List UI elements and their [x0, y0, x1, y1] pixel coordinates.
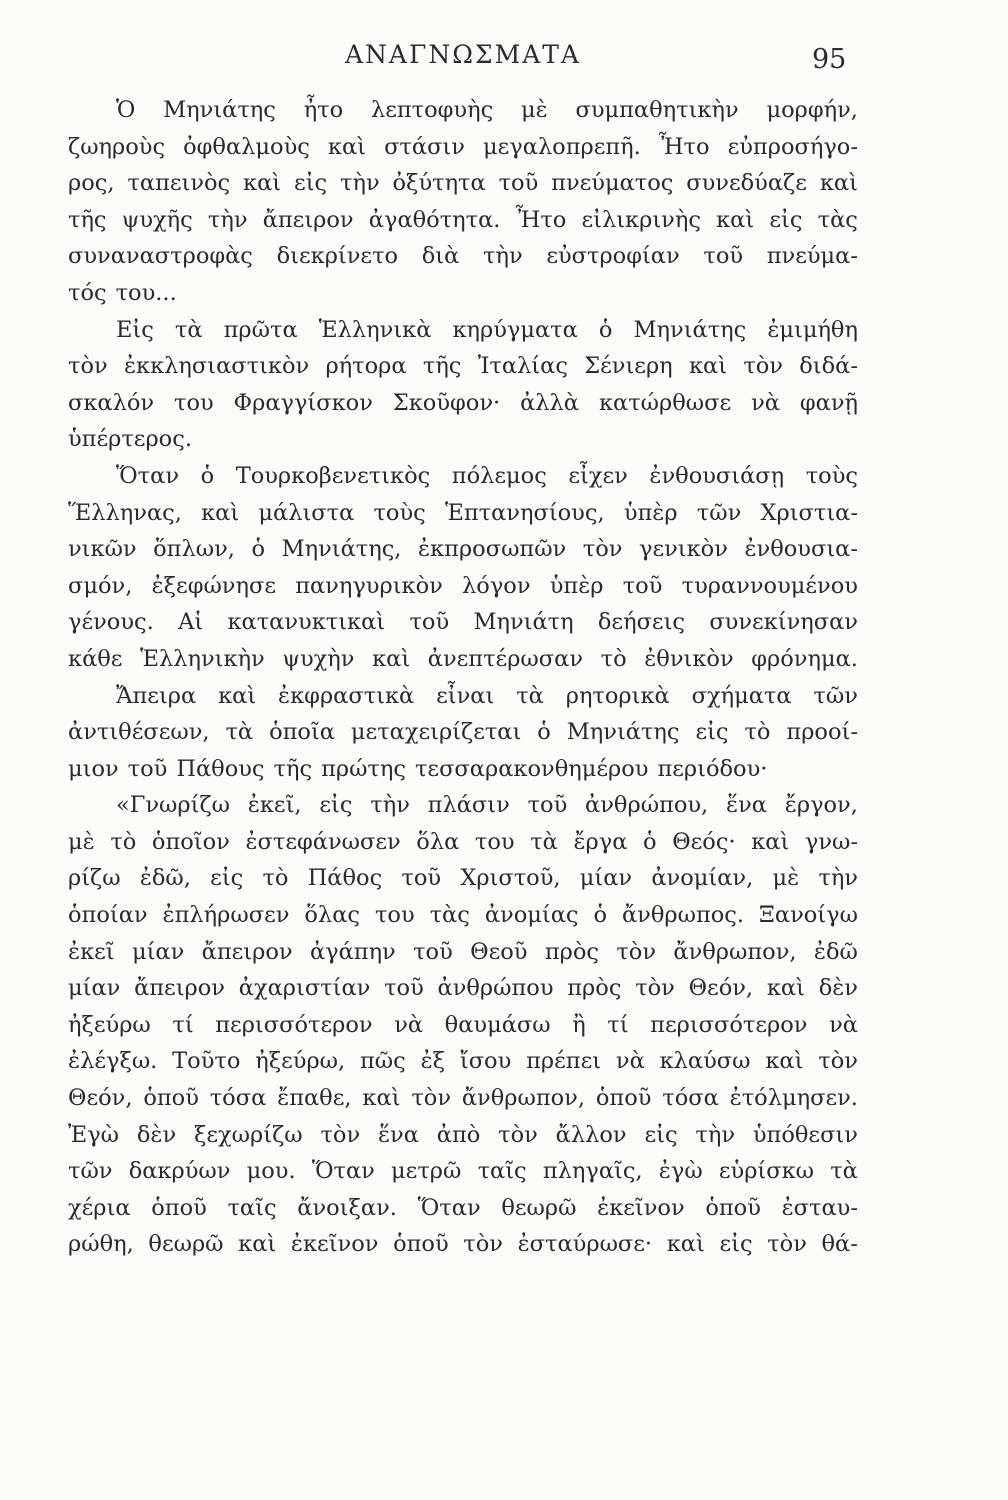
text-line: Εἰς τὰ πρῶτα Ἑλληνικὰ κηρύγματα ὁ Μηνιάτης ἐμιμήθη — [116, 316, 858, 343]
text-line: ὁποίαν ἐπλήρωσεν ὅλας του τὰς ἀνομίας ὁ ἄνθρωπος. Ξανοίγω — [68, 902, 858, 929]
running-head — [0, 40, 1008, 80]
text-line: σμόν, ἐξεφώνησε πανηγυρικὸν λόγον ὑπὲρ τοῦ τυραννουμένου — [68, 572, 858, 599]
text-line: χέρια ὁποῦ ταῖς ἄνοιξαν. Ὅταν θεωρῶ ἐκεῖνον ὁποῦ ἐσταυ- — [68, 1194, 858, 1221]
text-line: γένους. Αἱ κατανυκτικαὶ τοῦ Μηνιάτη δεήσεις συνεκίνησαν — [68, 609, 858, 636]
text-line: Ἕλληνας, καὶ μάλιστα τοὺς Ἑπτανησίους, ὑπὲρ τῶν Χριστια- — [68, 499, 858, 526]
text-line: συναναστροφὰς διεκρίνετο διὰ τὴν εὐστροφίαν τοῦ πνεύμα- — [68, 243, 858, 270]
text-line: «Γνωρίζω ἐκεῖ, εἰς τὴν πλάσιν τοῦ ἀνθρώπου, ἕνα ἔργον, — [116, 792, 858, 819]
text-line: μίαν ἄπειρον ἀχαριστίαν τοῦ ἀνθρώπου πρὸς τὸν Θεόν, καὶ δὲν — [68, 975, 858, 1002]
text-line: τῆς ψυχῆς τὴν ἄπειρον ἀγαθότητα. Ἦτο εἰλικρινὴς καὶ εἰς τὰς — [68, 206, 858, 233]
text-line: ρώθη, θεωρῶ καὶ ἐκεῖνον ὁποῦ τὸν ἐσταύρωσε· καὶ εἰς τὸν θά- — [68, 1231, 858, 1258]
text-line: ζωηροὺς ὀφθαλμοὺς καὶ στάσιν μεγαλοπρεπῆ. Ἦτο εὐπροσήγο- — [68, 133, 858, 160]
text-line: ρίζω ἐδῶ, εἰς τὸ Πάθος τοῦ Χριστοῦ, μίαν ἀνομίαν, μὲ τὴν — [68, 865, 858, 892]
text-line: ὑπέρτερος. — [68, 426, 192, 453]
text-line: τῶν δακρύων μου. Ὅταν μετρῶ ταῖς πληγαῖς, ἐγὼ εὑρίσκω τὰ — [68, 1158, 858, 1185]
text-line: ρος, ταπεινὸς καὶ εἰς τὴν ὀξύτητα τοῦ πνεύματος συνεδύαζε καὶ — [68, 170, 858, 197]
text-line: μὲ τὸ ὁποῖον ἐστεφάνωσεν ὅλα του τὰ ἔργα ὁ Θεός· καὶ γνω- — [68, 828, 858, 855]
running-title: ΑΝΑΓΝΩΣΜΑΤΑ — [345, 40, 581, 69]
text-line: ἐκεῖ μίαν ἄπειρον ἀγάπην τοῦ Θεοῦ πρὸς τὸν ἄνθρωπον, ἐδῶ — [68, 938, 858, 965]
text-line: κάθε Ἑλληνικὴν ψυχὴν καὶ ἀνεπτέρωσαν τὸ ἐθνικὸν φρόνημα. — [68, 645, 858, 672]
text-line: νικῶν ὅπλων, ὁ Μηνιάτης, ἐκπροσωπῶν τὸν γενικὸν ἐνθουσια- — [68, 536, 858, 563]
text-line: τὸν ἐκκλησιαστικὸν ρήτορα τῆς Ἰταλίας Σένιερη καὶ τὸν διδά- — [68, 353, 858, 380]
text-line: ἐλέγξω. Τοῦτο ἠξεύρω, πῶς ἐξ ἴσου πρέπει νὰ κλαύσω καὶ τὸν — [68, 1048, 858, 1075]
text-line: τός του... — [68, 279, 177, 306]
text-line: σκαλόν του Φραγγίσκον Σκοῦφον· ἀλλὰ κατώρθωσε νὰ φανῇ — [68, 389, 858, 416]
text-line: Ἄπειρα καὶ ἐκφραστικὰ εἶναι τὰ ρητορικὰ σχήματα τῶν — [116, 682, 858, 709]
page-number: 95 — [812, 44, 847, 75]
text-line: μιον τοῦ Πάθους τῆς πρώτης τεσσαρακονθημέρου περιόδου· — [68, 755, 768, 782]
text-line: Θεόν, ὁποῦ τόσα ἔπαθε, καὶ τὸν ἄνθρωπον, ὁποῦ τόσα ἐτόλμησεν. — [68, 1085, 858, 1112]
text-line: Ὁ Μηνιάτης ἦτο λεπτοφυὴς μὲ συμπαθητικὴν μορφήν, — [116, 97, 858, 123]
text-line: Ἐγὼ δὲν ξεχωρίζω τὸν ἕνα ἀπὸ τὸν ἄλλον εἰς τὴν ὑπόθεσιν — [68, 1121, 858, 1148]
text-line: ἠξεύρω τί περισσότερον νὰ θαυμάσω ἢ τί περισσότερον νὰ — [68, 1011, 858, 1038]
text-line: ἀντιθέσεων, τὰ ὁποῖα μεταχειρίζεται ὁ Μηνιάτης εἰς τὸ προοί- — [68, 719, 858, 746]
body-text — [68, 92, 858, 1263]
text-line: Ὅταν ὁ Τουρκοβενετικὸς πόλεμος εἶχεν ἐνθουσιάσῃ τοὺς — [116, 462, 858, 489]
